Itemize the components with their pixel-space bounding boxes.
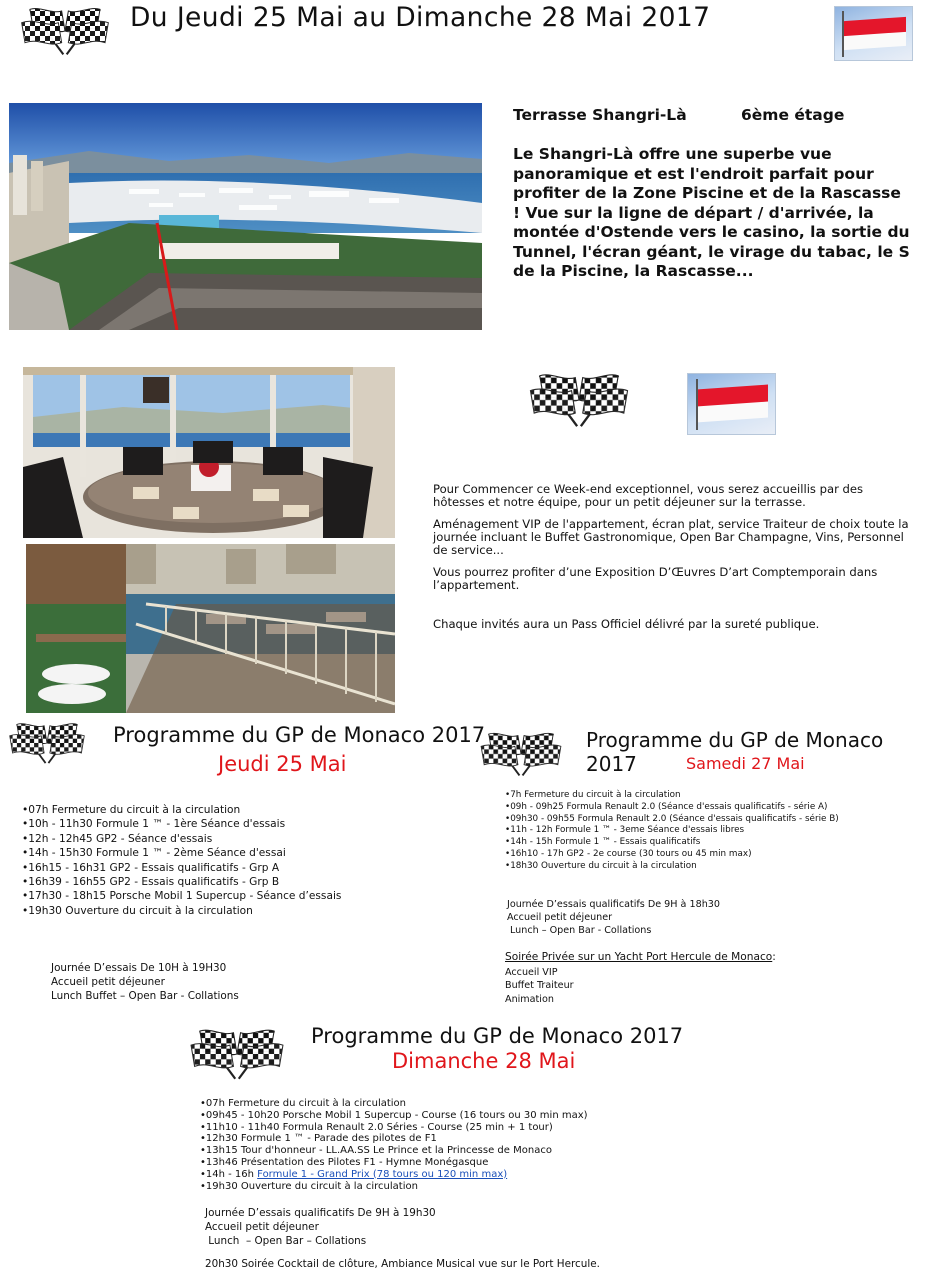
list-item: •16h15 - 16h31 GP2 - Essais qualificatifs - Grp A	[22, 861, 280, 874]
info-paragraph: Pour Commencer ce Week-end exceptionnel, vous serez accueillis par des hôtesses et notre équipe, pour un petit déjeuner sur la terrasse.	[433, 482, 864, 509]
list-item: •10h - 11h30 Formule 1 ™ - 1ère Séance d'essais	[22, 818, 286, 831]
info-paragraph: Chaque invités aura un Pass Officiel délivré par la sureté publique.	[433, 617, 820, 631]
grand-prix-link[interactable]: Formule 1 - Grand Prix (78 tours ou 120 min max)	[257, 1168, 508, 1180]
list-item: •14h - 15h30 Formule 1 ™ - 2ème Séance d'essai	[22, 847, 286, 860]
terrace-name: Terrasse Shangri-Là	[513, 106, 687, 124]
dimanche-schedule	[200, 1098, 650, 1192]
list-item: •09h - 09h25 Formula Renault 2.0 (Séance d'essais qualificatifs - série A)	[505, 801, 828, 812]
list-item: •13h15 Tour d'honneur - LL.AA.SS Le Prince et la Princesse de Monaco	[200, 1145, 552, 1157]
program-day: Dimanche 28 Mai	[392, 1049, 576, 1073]
dining-room-photo	[23, 367, 395, 538]
list-item: •11h10 - 11h40 Formula Renault 2.0 Séries - Course (25 min + 1 tour)	[200, 1121, 553, 1133]
terrace-description: Le Shangri-Là offre une superbe vue panoramique et est l'endroit parfait pour profiter de la Zone Piscine et de la Rascasse ! Vue sur la ligne de départ / d'arrivée, la montée d'Ostende vers le casino, la sortie du Tunnel, l'écran géant, le virage du tabac, le S de la Piscine, la Rascasse...	[513, 145, 910, 280]
list-item: •09h45 - 10h20 Porsche Mobil 1 Supercup - Course (16 tours ou 30 min max)	[200, 1109, 588, 1121]
list-item: •07h Fermeture du circuit à la circulation	[200, 1098, 407, 1109]
list-item: Buffet Traiteur	[505, 980, 574, 992]
gp-time: •14h - 16h	[200, 1168, 258, 1180]
list-item: Animation	[505, 993, 554, 1005]
info-paragraph: Vous pourrez profiter d’une Exposition D’Œuvres D’art Comptemporain dans l’appartement.	[433, 565, 878, 592]
list-item: •11h - 12h Formule 1 ™ - 3eme Séance d'essais libres	[505, 825, 745, 836]
dimanche-extras	[205, 1206, 436, 1248]
list-item: Lunch Buffet – Open Bar - Collations	[51, 990, 239, 1002]
list-item: Accueil petit déjeuner	[507, 912, 613, 923]
list-item: •13h46 Présentation des Pilotes F1 - Hymne Monégasque	[200, 1156, 489, 1168]
samedi-extras	[507, 898, 720, 937]
program-day: Samedi 27 Mai	[686, 754, 805, 773]
soiree-title-colon: :	[772, 951, 776, 963]
list-item: Accueil petit déjeuner	[205, 1221, 319, 1233]
list-item: •19h30 Ouverture du circuit à la circulation	[200, 1180, 418, 1192]
soiree-title-text: Soirée Privée sur un Yacht Port Hercule de Monaco	[505, 951, 773, 963]
list-item: •09h30 - 09h55 Formula Renault 2.0 (Séance d'essais qualificatifs - série B)	[505, 813, 839, 824]
list-item: •07h Fermeture du circuit à la circulation	[22, 804, 241, 816]
list-item: •16h39 - 16h55 GP2 - Essais qualificatifs - Grp B	[22, 876, 280, 889]
jeudi-schedule	[22, 803, 452, 918]
checkered-flags-icon	[475, 729, 567, 779]
list-item: Journée D’essais qualificatifs De 9H à 18h30	[507, 899, 720, 910]
checkered-flags-icon	[8, 6, 122, 56]
program-title: Programme du GP de Monaco 2017	[311, 1024, 684, 1048]
checkered-flags-icon	[4, 719, 90, 767]
checkered-flags-icon	[513, 372, 645, 428]
list-item: Accueil VIP	[505, 967, 558, 978]
monaco-panorama-photo	[9, 103, 482, 330]
program-day: Jeudi 25 Mai	[218, 752, 347, 776]
list-item: Journée D’essais De 10H à 19H30	[51, 962, 227, 974]
list-item: Lunch – Open Bar - Collations	[510, 925, 652, 936]
closing-event: 20h30 Soirée Cocktail de clôture, Ambiance Musical vue sur le Port Hercule.	[205, 1258, 600, 1270]
balcony-photo	[26, 544, 395, 713]
list-item	[200, 1169, 650, 1181]
list-item: Accueil petit déjeuner	[51, 976, 165, 988]
list-item: •7h Fermeture du circuit à la circulation	[505, 790, 681, 800]
list-item: •12h30 Formule 1 ™ - Parade des pilotes de F1	[200, 1133, 437, 1145]
list-item: Journée D’essais qualificatifs De 9H à 19h30	[205, 1207, 436, 1219]
program-title: Programme du GP de Monaco 2017	[586, 728, 884, 776]
page-title: Du Jeudi 25 Mai au Dimanche 28 Mai 2017	[130, 2, 711, 33]
monaco-flag-icon	[834, 6, 913, 61]
monaco-flag-icon	[687, 373, 776, 435]
list-item: •17h30 - 18h15 Porsche Mobil 1 Supercup - Séance d’essais	[22, 890, 342, 903]
info-text	[433, 483, 911, 640]
list-item: •18h30 Ouverture du circuit à la circulation	[505, 860, 697, 871]
samedi-schedule	[505, 790, 920, 873]
list-item: •14h - 15h Formule 1 ™ - Essais qualificatifs	[505, 837, 701, 848]
list-item: Lunch – Open Bar – Collations	[205, 1235, 367, 1247]
program-title: Programme du GP de Monaco 2017	[113, 723, 486, 747]
soiree-title	[505, 951, 776, 963]
list-item: •19h30 Ouverture du circuit à la circulation	[22, 904, 253, 917]
list-item: •12h - 12h45 GP2 - Séance d'essais	[22, 832, 213, 845]
list-item: •16h10 - 17h GP2 - 2e course (30 tours ou 45 min max)	[505, 848, 752, 859]
jeudi-extras	[51, 961, 239, 1003]
terrace-floor: 6ème étage	[741, 106, 845, 124]
checkered-flags-icon	[184, 1027, 290, 1081]
soiree-list	[505, 966, 574, 1006]
info-paragraph: Aménagement VIP de l'appartement, écran plat, service Traiteur de choix toute la journée incluant le Buffet Gastronomique, Open Bar Champagne, Vins, Personnel de service...	[433, 517, 909, 557]
